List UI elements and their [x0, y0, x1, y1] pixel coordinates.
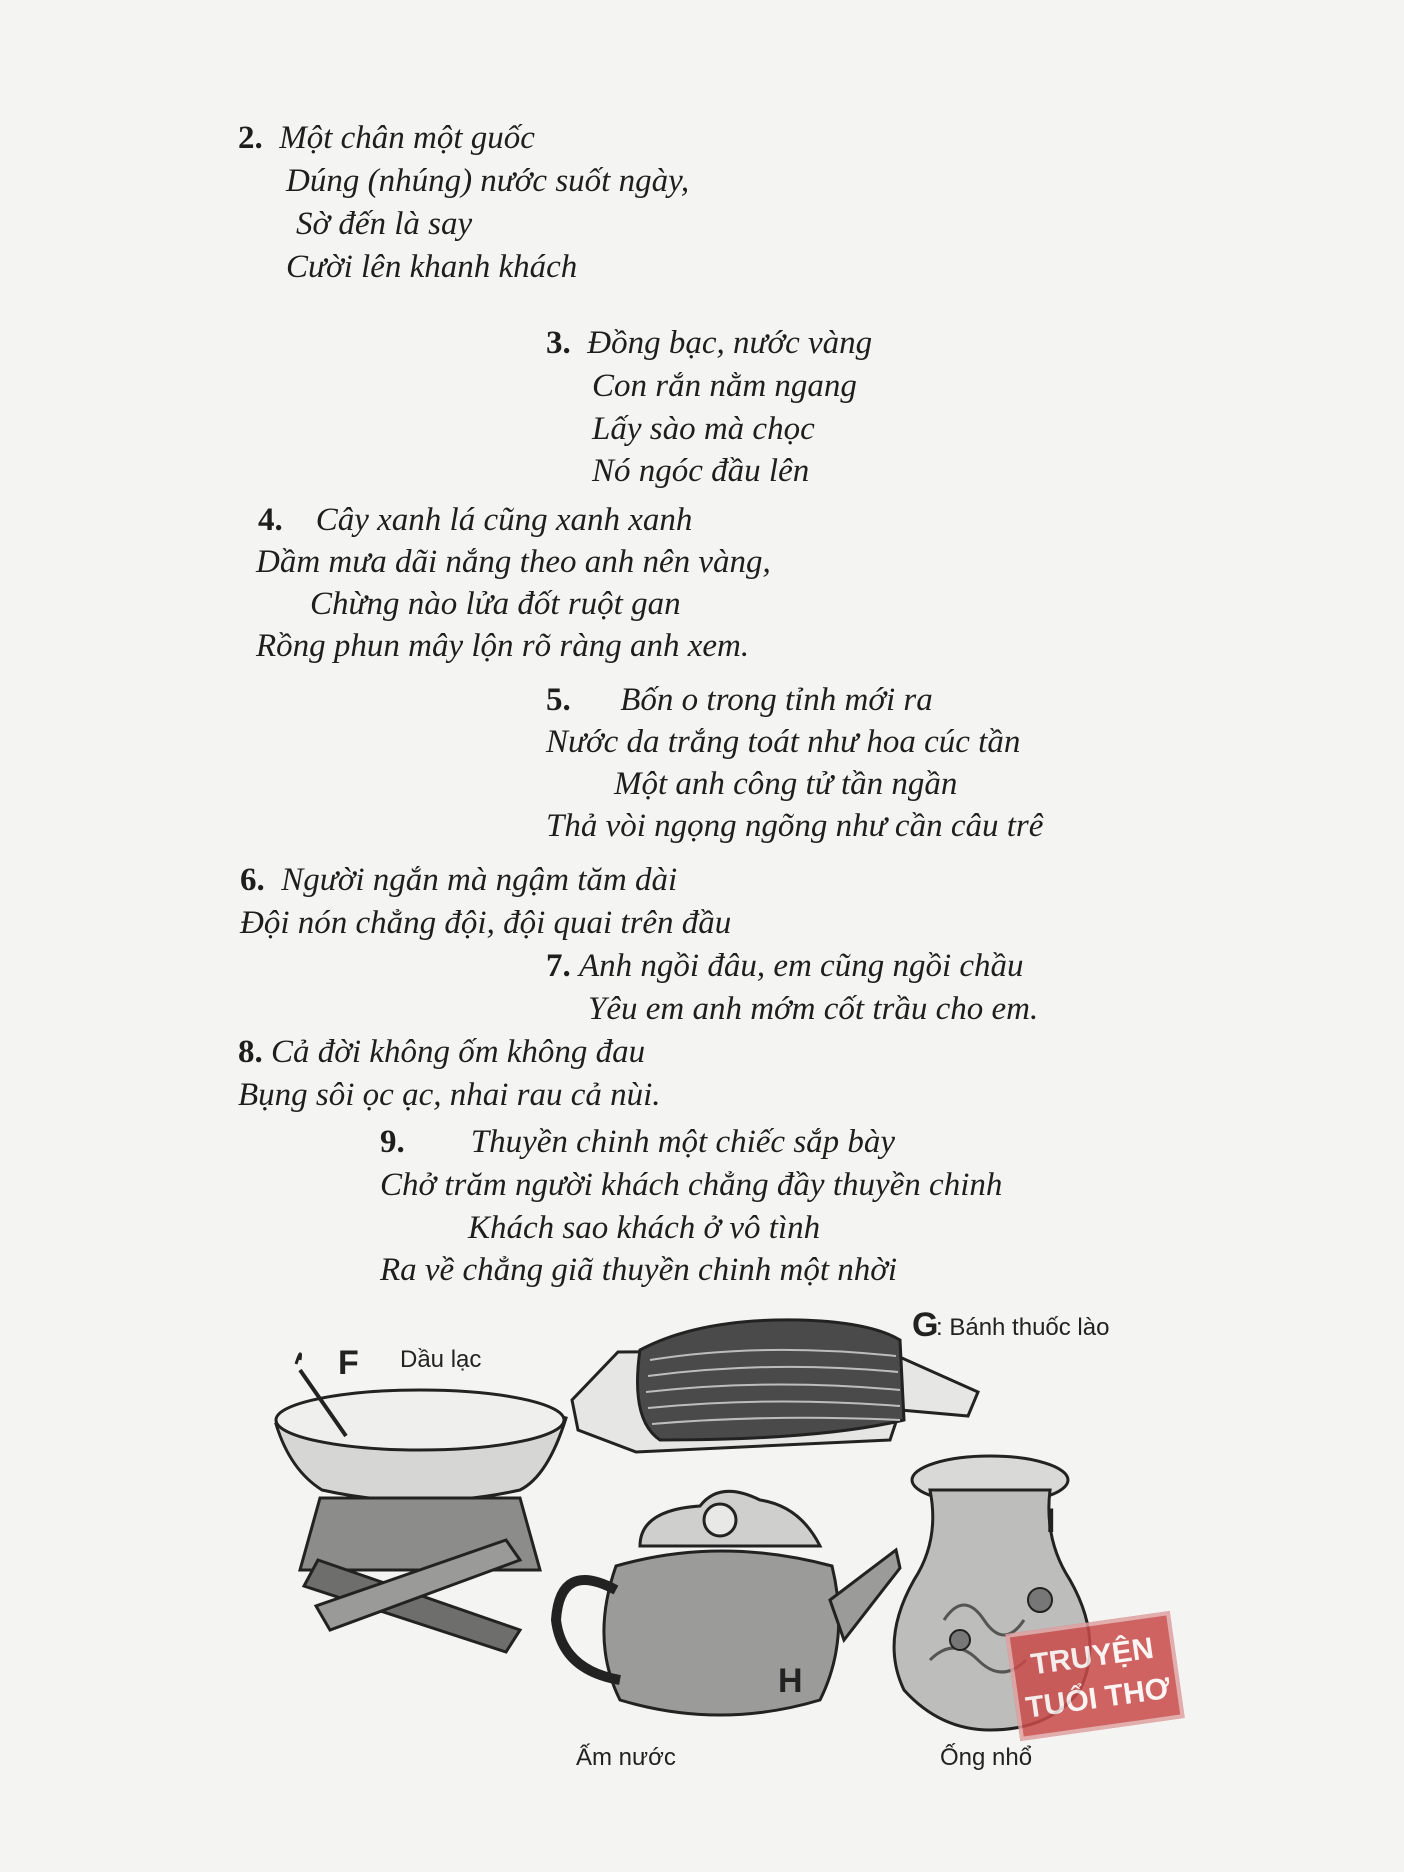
- riddle-line: Sờ đến là say: [296, 206, 473, 242]
- label-caption-i: Ống nhổ: [940, 1744, 1033, 1771]
- riddle-line: Chở trăm người khách chẳng đầy thuyền chinh: [380, 1167, 1003, 1203]
- riddle-text: Cây xanh lá cũng xanh xanh: [315, 502, 693, 538]
- riddle-line: Khách sao khách ở vô tình: [468, 1210, 821, 1246]
- riddle-text: Một chân một guốc: [279, 120, 535, 156]
- riddle-line: Con rắn nằm ngang: [592, 368, 857, 404]
- riddle-text: Anh ngồi đâu, em cũng ngồi chầu: [579, 948, 1024, 984]
- riddle-line: Một anh công tử tần ngần: [614, 766, 958, 802]
- label-letter-h: H: [778, 1662, 803, 1700]
- riddle-text: Người ngắn mà ngậm tăm dài: [281, 862, 678, 898]
- label-caption-f: Dầu lạc: [400, 1346, 482, 1373]
- riddle-line: Thả vòi ngọng ngõng như cần câu trê: [546, 808, 1044, 844]
- label-letter-g: G: [912, 1306, 939, 1344]
- riddle-line: Dầm mưa dãi nắng theo anh nên vàng,: [256, 544, 771, 580]
- watermark-stamp: [1005, 1611, 1184, 1741]
- riddle-number: 4.: [258, 502, 283, 538]
- riddle-text: Thuyền chinh một chiếc sắp bày: [470, 1124, 896, 1160]
- teapot-drawing: [556, 1491, 900, 1715]
- watermark-line-1: TRUYỆN: [1028, 1631, 1156, 1682]
- riddle-line: Ra về chẳng giã thuyền chinh một nhời: [380, 1252, 898, 1288]
- riddle-line: Rồng phun mây lộn rõ ràng anh xem.: [256, 628, 750, 664]
- oil-lamp-drawing: [276, 1354, 566, 1652]
- riddle-number: 8.: [238, 1034, 263, 1070]
- riddle-number: 5.: [546, 682, 571, 718]
- riddle-number: 2.: [238, 120, 263, 156]
- riddle-number: 3.: [546, 325, 571, 361]
- riddle-line: Lấy sào mà chọc: [592, 411, 815, 447]
- riddle-number: 6.: [240, 862, 265, 898]
- riddle-line: Đội nón chẳng đội, đội quai trên đầu: [240, 905, 732, 941]
- riddle-line: Dúng (nhúng) nước suốt ngày,: [286, 163, 690, 199]
- label-letter-i: I: [1046, 1502, 1056, 1540]
- riddle-line: Yêu em anh mớm cốt trầu cho em.: [588, 991, 1039, 1027]
- riddle-number: 7.: [546, 948, 571, 984]
- riddle-text: Cả đời không ốm không đau: [271, 1034, 646, 1070]
- label-caption-g: : Bánh thuốc lào: [936, 1314, 1110, 1341]
- riddle-line: Chừng nào lửa đốt ruột gan: [310, 586, 681, 622]
- label-caption-h: Ấm nước: [576, 1744, 676, 1771]
- riddle-line: Bụng sôi ọc ạc, nhai rau cả nùi.: [238, 1077, 661, 1113]
- riddle-line: Nó ngóc đầu lên: [592, 453, 810, 489]
- watermark-line-2: TUỔI THƠ: [1023, 1671, 1173, 1725]
- riddle-text: Đồng bạc, nước vàng: [587, 325, 873, 361]
- riddle-number: 9.: [380, 1124, 405, 1160]
- riddle-line: Nước da trắng toát như hoa cúc tần: [546, 724, 1021, 760]
- riddle-line: Cười lên khanh khách: [286, 249, 578, 285]
- label-letter-f: F: [338, 1344, 359, 1382]
- riddle-text: Bốn o trong tỉnh mới ra: [620, 682, 933, 718]
